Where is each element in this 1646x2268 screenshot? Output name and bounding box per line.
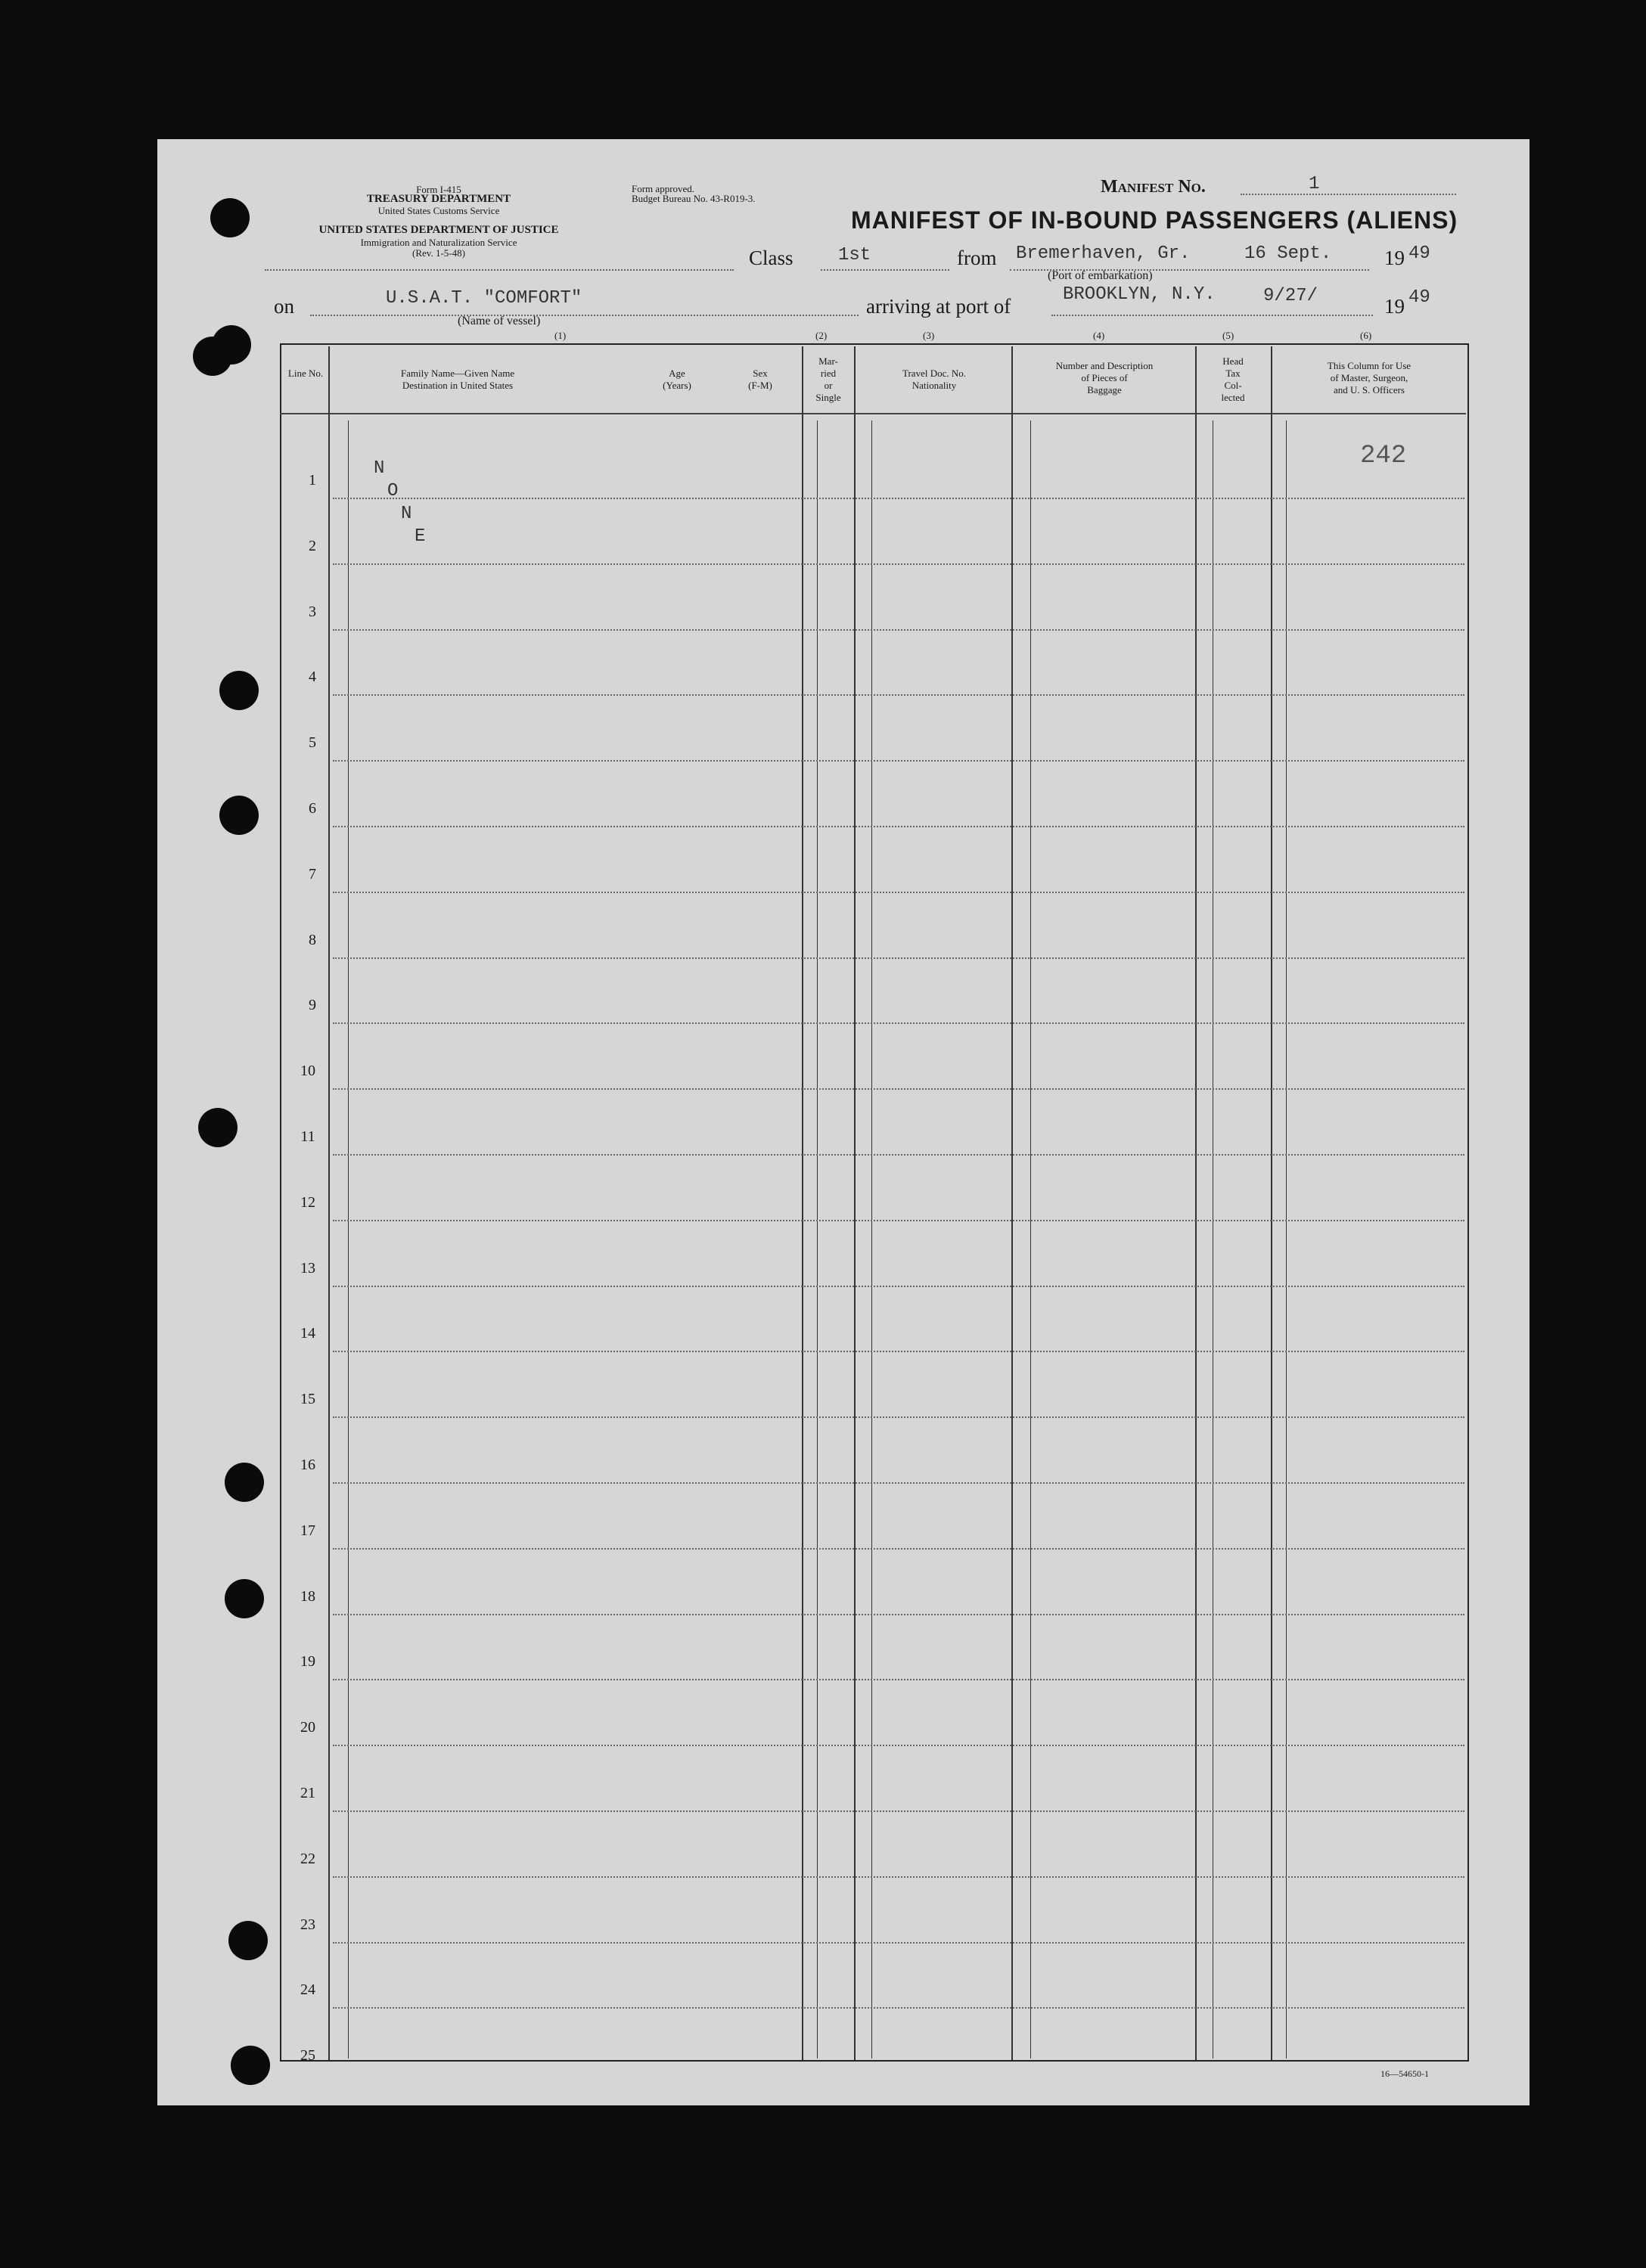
arrival-port: BROOKLYN, N.Y. (1063, 284, 1216, 305)
column-rule (328, 346, 330, 2060)
punch-hole (225, 1463, 264, 1502)
line-number: 1 (309, 472, 316, 489)
page-title: MANIFEST OF IN-BOUND PASSENGERS (ALIENS) (851, 206, 1458, 234)
header-baggage-line3: Baggage (1087, 384, 1122, 396)
class-label: Class (749, 247, 793, 269)
header-married-line1: Mar- (818, 355, 838, 367)
header-married-line3: or (824, 380, 833, 391)
header-travel-line1: Travel Doc. No. (902, 368, 966, 379)
row-rule (333, 498, 1464, 499)
row-rule (333, 563, 1464, 565)
punch-hole (219, 796, 259, 835)
footer-code: 16—54650-1 (1380, 2068, 1429, 2079)
row-rule (333, 1548, 1464, 1550)
header-age-line2: (Years) (663, 380, 691, 391)
row-rule (333, 1351, 1464, 1352)
arriving-label: arriving at port of (866, 295, 1011, 318)
form-number: Form I-415 (416, 184, 461, 195)
header-officers-line2: of Master, Surgeon, (1330, 372, 1408, 383)
column-rule (1286, 420, 1287, 2059)
row-rule (333, 892, 1464, 893)
vessel-name: U.S.A.T. "COMFORT" (386, 288, 582, 309)
row-rule (333, 1745, 1464, 1746)
none-letter: N (374, 458, 385, 479)
row-rule (333, 629, 1464, 631)
header-baggage (1014, 360, 1195, 396)
class-value: 1st (838, 245, 871, 265)
class-line (821, 269, 949, 271)
punch-hole (210, 198, 250, 237)
column-rule (1195, 346, 1197, 2060)
from-value: Bremerhaven, Gr. (1016, 244, 1191, 264)
arrival-line (1051, 315, 1373, 316)
header-name-line2: Destination in United States (402, 380, 514, 391)
stamp-number: 242 (1360, 442, 1407, 470)
line-number: 7 (309, 865, 316, 883)
row-rule (333, 694, 1464, 696)
header-sex (730, 368, 790, 392)
punch-hole (219, 671, 259, 710)
vessel-name-label: (Name of vessel) (458, 315, 541, 327)
table-frame (280, 343, 1469, 2062)
vessel-line (310, 315, 859, 316)
header-tax-line1: Head (1222, 355, 1244, 367)
row-rule (333, 1482, 1464, 1484)
customs-service: United States Customs Service (377, 205, 500, 216)
line-number: 3 (309, 603, 316, 620)
column-number-4: (4) (1093, 330, 1105, 341)
row-rule (333, 760, 1464, 762)
line-number: 11 (300, 1128, 315, 1145)
punch-hole (225, 1579, 264, 1618)
column-rule (1011, 346, 1013, 2060)
header-married-line4: Single (815, 392, 841, 403)
ins-service: Immigration and Naturalization Service (360, 237, 517, 248)
on-label: on (274, 295, 294, 318)
line-number: 22 (300, 1850, 315, 1867)
line-number: 17 (300, 1522, 315, 1539)
header-travel-doc (859, 368, 1010, 392)
row-rule (333, 957, 1464, 959)
header-sex-line2: (F-M) (748, 380, 772, 391)
punch-hole (228, 1921, 268, 1960)
header-age-line1: Age (669, 368, 685, 379)
line-number: 23 (300, 1916, 315, 1933)
row-rule (333, 1154, 1464, 1156)
none-letter: E (415, 526, 426, 547)
header-officers-line1: This Column for Use (1327, 360, 1412, 371)
header-officers (1274, 360, 1464, 396)
header-baggage-line2: of Pieces of (1081, 372, 1128, 383)
arrival-year-prefix: 19 (1384, 295, 1405, 318)
column-rule (1030, 420, 1031, 2059)
none-letter: N (401, 504, 412, 524)
punch-hole (212, 325, 251, 365)
manifest-no-value: 1 (1309, 174, 1320, 194)
column-number-2: (2) (815, 330, 828, 341)
manifest-no-line (1241, 194, 1456, 195)
column-rule (817, 420, 818, 2059)
column-rule (348, 420, 349, 2059)
column-rule (871, 420, 872, 2059)
header-name-line1: Family Name—Given Name (400, 368, 515, 379)
line-number: 13 (300, 1259, 315, 1277)
line-number: 5 (309, 734, 316, 752)
header-married-line2: ried (820, 368, 837, 379)
header-baggage-line1: Number and Description (1055, 360, 1154, 371)
header-line-no-text: Line No. (287, 368, 324, 379)
from-label: from (957, 247, 997, 269)
header-sex-line1: Sex (753, 368, 768, 379)
line-number: 2 (309, 537, 316, 554)
row-rule (333, 1810, 1464, 1812)
row-rule (333, 1942, 1464, 1944)
header-married (803, 355, 853, 404)
line-number: 14 (300, 1325, 315, 1342)
line-number: 24 (300, 1981, 315, 1999)
header-age (643, 368, 711, 392)
line-number: 21 (300, 1785, 315, 1801)
row-rule (333, 1088, 1464, 1090)
line-number: 19 (300, 1653, 315, 1671)
header-bottom-rule (280, 413, 1466, 414)
header-tax-line3: Col- (1224, 380, 1242, 391)
department-of-justice: UNITED STATES DEPARTMENT OF JUSTICE (318, 224, 559, 236)
line-number: 15 (300, 1391, 315, 1408)
class-leading-line (265, 269, 734, 271)
budget-bureau: Budget Bureau No. 43-R019-3. (632, 193, 756, 204)
arrival-date: 9/27/ (1263, 286, 1318, 306)
line-number: 6 (309, 800, 316, 817)
punch-hole (198, 1108, 238, 1147)
none-letter: O (387, 481, 399, 501)
date-value: 16 Sept. (1244, 244, 1332, 264)
manifest-no-label: Manifest No. (1101, 177, 1206, 197)
column-number-6: (6) (1360, 330, 1372, 341)
header-line-no (284, 368, 327, 380)
treasury-department: TREASURY DEPARTMENT (366, 193, 511, 205)
header-travel-line2: Nationality (912, 380, 957, 391)
line-number: 18 (300, 1587, 315, 1605)
year-value: 49 (1408, 244, 1430, 264)
header-tax-line4: lected (1221, 392, 1245, 403)
header-tax-line2: Tax (1225, 368, 1241, 379)
column-number-3: (3) (923, 330, 935, 341)
row-rule (333, 1679, 1464, 1680)
line-number: 25 (300, 2047, 315, 2065)
row-rule (333, 1614, 1464, 1615)
line-number: 4 (309, 669, 316, 686)
row-rule (333, 2007, 1464, 2009)
row-rule (333, 826, 1464, 827)
column-rule (802, 346, 803, 2060)
form-approved: Form approved. (632, 183, 695, 194)
line-number: 9 (309, 997, 316, 1014)
header-name (333, 368, 582, 392)
row-rule (333, 1220, 1464, 1221)
revision: (Rev. 1-5-48) (412, 247, 465, 259)
line-number: 16 (300, 1457, 315, 1473)
line-number: 12 (300, 1193, 315, 1211)
header-head-tax (1197, 355, 1269, 404)
row-rule (333, 1416, 1464, 1418)
column-number-1: (1) (554, 330, 567, 341)
column-rule (1271, 346, 1272, 2060)
year-prefix: 19 (1384, 247, 1405, 269)
line-number: 10 (300, 1063, 315, 1080)
port-embarkation-label: (Port of embarkation) (1048, 269, 1153, 282)
arrival-year: 49 (1408, 287, 1430, 308)
header-officers-line3: and U. S. Officers (1334, 384, 1405, 396)
row-rule (333, 1286, 1464, 1287)
column-number-5: (5) (1222, 330, 1234, 341)
column-rule (854, 346, 856, 2060)
line-number: 8 (309, 931, 316, 948)
line-number: 20 (300, 1719, 315, 1736)
punch-hole (231, 2046, 270, 2085)
row-rule (333, 1022, 1464, 1024)
row-rule (333, 1876, 1464, 1878)
